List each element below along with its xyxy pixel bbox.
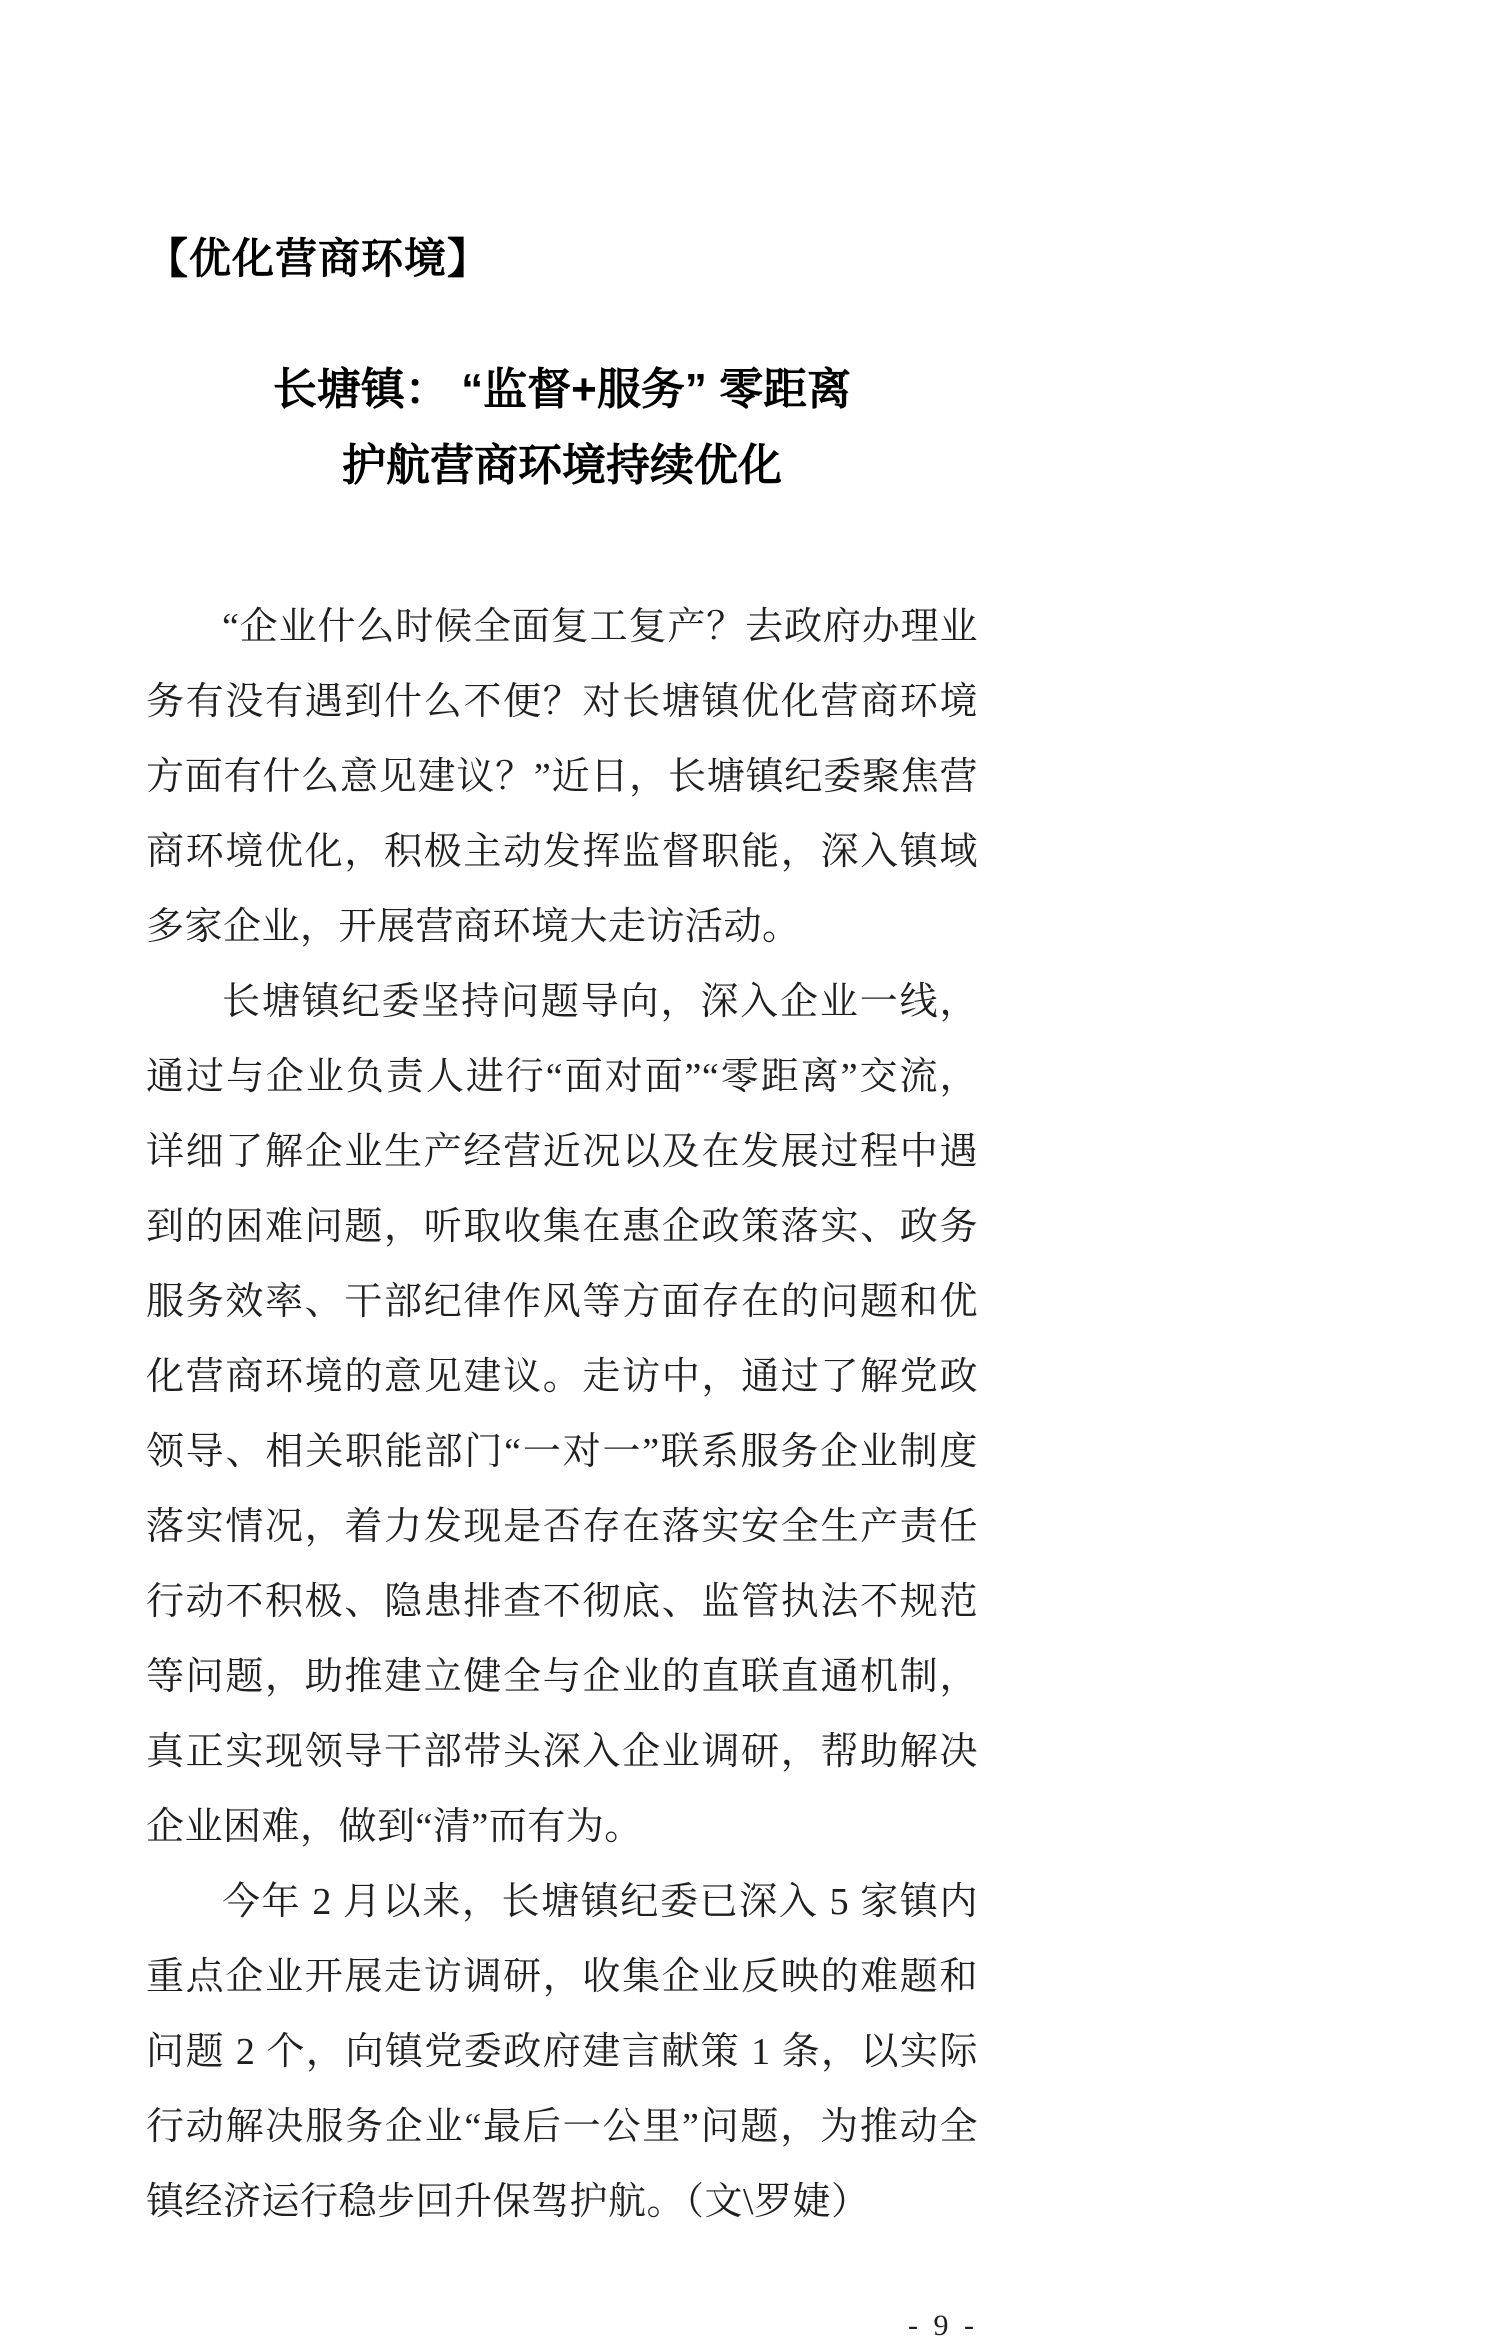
article-title-line1: 长塘镇： “监督+服务” 零距离 bbox=[272, 365, 852, 414]
article-title bbox=[146, 352, 978, 504]
article-body bbox=[146, 590, 978, 2240]
page-number: - 9 - bbox=[908, 2309, 978, 2342]
article-paragraph-3: 今年 2 月以来，长塘镇纪委已深入 5 家镇内重点企业开展走访调研，收集企业反映的难题和问题 2 个，向镇党委政府建言献策 1 条，以实际行动解决服务企业“最后一公里”问题，为推动全镇经济运行稳步回升保驾护航。（文\罗婕） bbox=[146, 1881, 978, 2223]
document-page bbox=[146, 0, 978, 2346]
article-paragraph-2: 长塘镇纪委坚持问题导向，深入企业一线，通过与企业负责人进行“面对面”“零距离”交流，详细了解企业生产经营近况以及在发展过程中遇到的困难问题，听取收集在惠企政策落实、政务服务效率、干部纪律作风等方面存在的问题和优化营商环境的意见建议。走访中，通过了解党政领导、相关职能部门“一对一”联系服务企业制度落实情况，着力发现是否存在落实安全生产责任行动不积极、隐患排查不彻底、监管执法不规范等问题，助推建立健全与企业的直联直通机制，真正实现领导干部带头深入企业调研，帮助解决企业困难，做到“清”而有为。 bbox=[146, 981, 978, 1848]
article-title-line2: 护航营商环境持续优化 bbox=[342, 441, 782, 490]
article-paragraph-1: “企业什么时候全面复工复产？去政府办理业务有没有遇到什么不便？对长塘镇优化营商环境方面有什么意见建议？”近日，长塘镇纪委聚焦营商环境优化，积极主动发挥监督职能，深入镇域多家企业，开展营商环境大走访活动。 bbox=[146, 606, 978, 948]
section-header: 【优化营商环境】 bbox=[146, 235, 491, 282]
